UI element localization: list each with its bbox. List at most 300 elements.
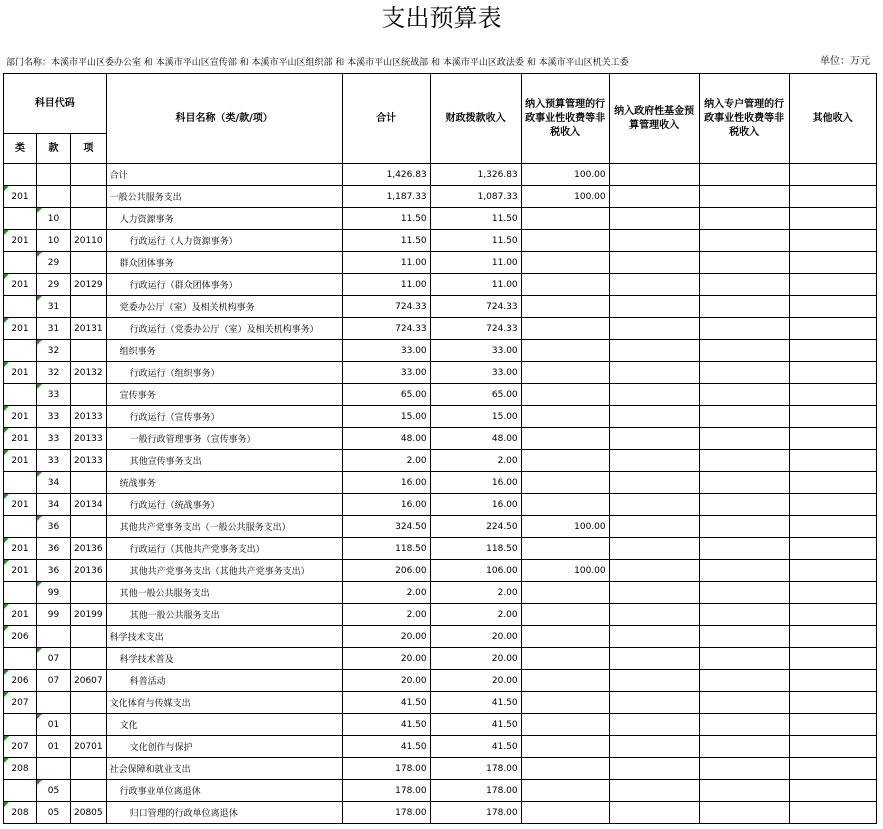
cell-budget-mgmt — [521, 296, 609, 318]
cell-special — [699, 670, 789, 692]
cell-total: 2.00 — [342, 582, 430, 604]
cell-gov-fund — [609, 692, 699, 714]
cell-other — [789, 450, 876, 472]
cell-gov-fund — [609, 406, 699, 428]
table-row — [4, 538, 877, 560]
cell-other — [789, 164, 876, 186]
cell-name: 群众团体事务 — [106, 252, 342, 274]
cell-fiscal: 33.00 — [430, 362, 521, 384]
cell-xiang — [71, 758, 107, 780]
cell-name: 宣传事务 — [106, 384, 342, 406]
cell-xiang: 20110 — [71, 230, 107, 252]
cell-budget-mgmt — [521, 714, 609, 736]
cell-fiscal: 2.00 — [430, 450, 521, 472]
cell-xiang — [71, 692, 107, 714]
department-line: 部门名称：本溪市平山区委办公室 和 本溪市平山区宣传部 和 本溪市平山区组织部 和 本溪市平山区统战部 和 本溪市平山区政法委 和 本溪市平山区机关工委 — [6, 58, 629, 68]
cell-name: 组织事务 — [106, 340, 342, 362]
table-row — [4, 802, 877, 824]
cell-gov-fund — [609, 670, 699, 692]
cell-total: 324.50 — [342, 516, 430, 538]
table-row — [4, 604, 877, 626]
table-row — [4, 186, 877, 208]
cell-budget-mgmt — [521, 252, 609, 274]
cell-lei: 201 — [4, 406, 37, 428]
cell-xiang — [71, 340, 107, 362]
table-row — [4, 736, 877, 758]
cell-total: 41.50 — [342, 692, 430, 714]
cell-total: 20.00 — [342, 670, 430, 692]
cell-xiang — [71, 582, 107, 604]
cell-gov-fund — [609, 472, 699, 494]
cell-other — [789, 582, 876, 604]
cell-xiang: 20131 — [71, 318, 107, 340]
cell-special — [699, 560, 789, 582]
cell-kuan: 34 — [37, 494, 71, 516]
cell-total: 178.00 — [342, 780, 430, 802]
cell-lei: 201 — [4, 318, 37, 340]
cell-gov-fund — [609, 318, 699, 340]
cell-special — [699, 274, 789, 296]
cell-name: 其他一般公共服务支出 — [106, 582, 342, 604]
cell-budget-mgmt — [521, 494, 609, 516]
cell-fiscal: 20.00 — [430, 648, 521, 670]
cell-fiscal: 33.00 — [430, 340, 521, 362]
cell-xiang: 20132 — [71, 362, 107, 384]
cell-name: 行政运行（统战事务） — [106, 494, 342, 516]
cell-budget-mgmt — [521, 670, 609, 692]
cell-total: 20.00 — [342, 626, 430, 648]
cell-name: 文化创作与保护 — [106, 736, 342, 758]
cell-other — [789, 802, 876, 824]
cell-gov-fund — [609, 494, 699, 516]
cell-total: 41.50 — [342, 736, 430, 758]
table-row — [4, 230, 877, 252]
cell-name: 党委办公厅（室）及相关机构事务 — [106, 296, 342, 318]
cell-lei: 201 — [4, 604, 37, 626]
cell-name: 科普活动 — [106, 670, 342, 692]
header-gov-fund: 纳入政府性基金预算管理收入 — [609, 74, 699, 164]
cell-xiang: 20133 — [71, 406, 107, 428]
cell-fiscal: 20.00 — [430, 670, 521, 692]
cell-other — [789, 692, 876, 714]
header-kuan: 款 — [37, 134, 71, 164]
table-row — [4, 780, 877, 802]
cell-lei: 201 — [4, 186, 37, 208]
cell-budget-mgmt: 100.00 — [521, 560, 609, 582]
cell-lei: 201 — [4, 274, 37, 296]
cell-budget-mgmt: 100.00 — [521, 516, 609, 538]
cell-lei — [4, 516, 37, 538]
cell-special — [699, 384, 789, 406]
cell-name: 行政运行（群众团体事务） — [106, 274, 342, 296]
cell-lei — [4, 252, 37, 274]
table-row — [4, 582, 877, 604]
table-row — [4, 362, 877, 384]
cell-name: 其他共产党事务支出（其他共产党事务支出） — [106, 560, 342, 582]
cell-kuan: 36 — [37, 560, 71, 582]
cell-other — [789, 626, 876, 648]
cell-fiscal: 2.00 — [430, 582, 521, 604]
cell-other — [789, 362, 876, 384]
cell-special — [699, 626, 789, 648]
cell-gov-fund — [609, 274, 699, 296]
cell-fiscal: 106.00 — [430, 560, 521, 582]
cell-budget-mgmt — [521, 758, 609, 780]
cell-special — [699, 802, 789, 824]
cell-special — [699, 780, 789, 802]
cell-kuan: 01 — [37, 736, 71, 758]
cell-other — [789, 670, 876, 692]
cell-xiang — [71, 208, 107, 230]
cell-name: 统战事务 — [106, 472, 342, 494]
cell-xiang — [71, 648, 107, 670]
table-row — [4, 406, 877, 428]
cell-name: 人力资源事务 — [106, 208, 342, 230]
cell-kuan — [37, 164, 71, 186]
table-row — [4, 626, 877, 648]
cell-lei: 206 — [4, 626, 37, 648]
cell-kuan — [37, 626, 71, 648]
cell-other — [789, 780, 876, 802]
header-other: 其他收入 — [789, 74, 876, 164]
table-row — [4, 164, 877, 186]
cell-xiang — [71, 252, 107, 274]
cell-gov-fund — [609, 428, 699, 450]
cell-other — [789, 274, 876, 296]
cell-gov-fund — [609, 736, 699, 758]
cell-lei: 206 — [4, 670, 37, 692]
cell-fiscal: 11.00 — [430, 274, 521, 296]
table-row — [4, 318, 877, 340]
cell-budget-mgmt — [521, 230, 609, 252]
cell-budget-mgmt — [521, 582, 609, 604]
cell-xiang: 20133 — [71, 428, 107, 450]
cell-special — [699, 164, 789, 186]
table-row — [4, 560, 877, 582]
cell-other — [789, 318, 876, 340]
cell-lei — [4, 340, 37, 362]
cell-budget-mgmt — [521, 274, 609, 296]
cell-other — [789, 296, 876, 318]
cell-fiscal: 11.50 — [430, 230, 521, 252]
cell-special — [699, 648, 789, 670]
cell-lei — [4, 582, 37, 604]
header-special: 纳入专户管理的行政事业性收费等非税收入 — [699, 74, 789, 164]
cell-other — [789, 648, 876, 670]
cell-lei: 201 — [4, 230, 37, 252]
cell-gov-fund — [609, 802, 699, 824]
cell-kuan: 10 — [37, 208, 71, 230]
table-row — [4, 670, 877, 692]
cell-fiscal: 724.33 — [430, 296, 521, 318]
cell-total: 178.00 — [342, 758, 430, 780]
cell-special — [699, 516, 789, 538]
cell-budget-mgmt — [521, 626, 609, 648]
cell-fiscal: 41.50 — [430, 714, 521, 736]
cell-budget-mgmt — [521, 318, 609, 340]
cell-lei — [4, 208, 37, 230]
cell-name: 文化 — [106, 714, 342, 736]
cell-kuan: 31 — [37, 296, 71, 318]
cell-gov-fund — [609, 296, 699, 318]
cell-total: 1,426.83 — [342, 164, 430, 186]
cell-fiscal: 1,326.83 — [430, 164, 521, 186]
cell-total: 724.33 — [342, 296, 430, 318]
cell-gov-fund — [609, 560, 699, 582]
cell-budget-mgmt — [521, 450, 609, 472]
cell-budget-mgmt: 100.00 — [521, 186, 609, 208]
cell-budget-mgmt — [521, 472, 609, 494]
cell-kuan: 99 — [37, 582, 71, 604]
cell-special — [699, 252, 789, 274]
cell-other — [789, 538, 876, 560]
cell-fiscal: 11.00 — [430, 252, 521, 274]
cell-total: 16.00 — [342, 472, 430, 494]
cell-lei: 201 — [4, 494, 37, 516]
cell-fiscal: 11.50 — [430, 208, 521, 230]
cell-other — [789, 340, 876, 362]
cell-gov-fund — [609, 164, 699, 186]
cell-total: 15.00 — [342, 406, 430, 428]
cell-fiscal: 178.00 — [430, 758, 521, 780]
cell-total: 41.50 — [342, 714, 430, 736]
cell-budget-mgmt — [521, 208, 609, 230]
cell-gov-fund — [609, 582, 699, 604]
table-row — [4, 252, 877, 274]
cell-xiang — [71, 626, 107, 648]
cell-kuan — [37, 186, 71, 208]
cell-fiscal: 20.00 — [430, 626, 521, 648]
cell-total: 16.00 — [342, 494, 430, 516]
cell-lei — [4, 384, 37, 406]
cell-other — [789, 186, 876, 208]
cell-other — [789, 428, 876, 450]
table-row — [4, 472, 877, 494]
cell-lei — [4, 648, 37, 670]
table-row — [4, 714, 877, 736]
cell-special — [699, 714, 789, 736]
table-row — [4, 274, 877, 296]
cell-kuan: 07 — [37, 648, 71, 670]
header-fiscal: 财政拨款收入 — [430, 74, 521, 164]
table-row — [4, 296, 877, 318]
cell-other — [789, 384, 876, 406]
cell-total: 11.50 — [342, 208, 430, 230]
cell-budget-mgmt: 100.00 — [521, 164, 609, 186]
cell-budget-mgmt — [521, 692, 609, 714]
cell-special — [699, 692, 789, 714]
cell-name: 行政运行（宣传事务） — [106, 406, 342, 428]
cell-kuan: 10 — [37, 230, 71, 252]
cell-fiscal: 178.00 — [430, 780, 521, 802]
cell-fiscal: 724.33 — [430, 318, 521, 340]
cell-budget-mgmt — [521, 802, 609, 824]
cell-total: 33.00 — [342, 362, 430, 384]
cell-lei: 207 — [4, 692, 37, 714]
cell-budget-mgmt — [521, 538, 609, 560]
cell-other — [789, 472, 876, 494]
cell-gov-fund — [609, 516, 699, 538]
cell-name: 行政运行（组织事务） — [106, 362, 342, 384]
cell-special — [699, 340, 789, 362]
cell-gov-fund — [609, 186, 699, 208]
cell-name: 合计 — [106, 164, 342, 186]
cell-xiang — [71, 186, 107, 208]
cell-total: 206.00 — [342, 560, 430, 582]
cell-xiang: 20129 — [71, 274, 107, 296]
cell-kuan: 05 — [37, 802, 71, 824]
table-row — [4, 648, 877, 670]
cell-fiscal: 16.00 — [430, 472, 521, 494]
header-name: 科目名称（类/款/项） — [106, 74, 342, 164]
cell-gov-fund — [609, 252, 699, 274]
cell-name: 科学技术普及 — [106, 648, 342, 670]
header-total: 合计 — [342, 74, 430, 164]
cell-xiang: 20136 — [71, 538, 107, 560]
cell-xiang: 20607 — [71, 670, 107, 692]
cell-total: 11.00 — [342, 252, 430, 274]
table-row — [4, 450, 877, 472]
cell-kuan: 01 — [37, 714, 71, 736]
cell-other — [789, 560, 876, 582]
cell-xiang: 20134 — [71, 494, 107, 516]
cell-other — [789, 494, 876, 516]
cell-fiscal: 178.00 — [430, 802, 521, 824]
cell-kuan: 05 — [37, 780, 71, 802]
cell-kuan: 07 — [37, 670, 71, 692]
cell-total: 178.00 — [342, 802, 430, 824]
cell-fiscal: 224.50 — [430, 516, 521, 538]
cell-gov-fund — [609, 362, 699, 384]
header-budget-mgmt: 纳入预算管理的行政事业性收费等非税收入 — [521, 74, 609, 164]
cell-lei: 201 — [4, 362, 37, 384]
header-code-group: 科目代码 — [4, 74, 107, 134]
cell-xiang — [71, 516, 107, 538]
cell-name: 其他一般公共服务支出 — [106, 604, 342, 626]
table-row — [4, 340, 877, 362]
cell-xiang: 20701 — [71, 736, 107, 758]
cell-kuan: 33 — [37, 406, 71, 428]
cell-kuan: 32 — [37, 340, 71, 362]
cell-total: 2.00 — [342, 450, 430, 472]
cell-fiscal: 41.50 — [430, 692, 521, 714]
cell-budget-mgmt — [521, 340, 609, 362]
cell-special — [699, 582, 789, 604]
table-row — [4, 208, 877, 230]
cell-xiang — [71, 472, 107, 494]
cell-total: 118.50 — [342, 538, 430, 560]
cell-fiscal: 118.50 — [430, 538, 521, 560]
cell-kuan: 99 — [37, 604, 71, 626]
cell-lei — [4, 472, 37, 494]
cell-special — [699, 472, 789, 494]
cell-total: 65.00 — [342, 384, 430, 406]
cell-gov-fund — [609, 626, 699, 648]
cell-other — [789, 604, 876, 626]
cell-budget-mgmt — [521, 648, 609, 670]
cell-lei — [4, 780, 37, 802]
cell-kuan: 29 — [37, 252, 71, 274]
cell-special — [699, 538, 789, 560]
cell-total: 20.00 — [342, 648, 430, 670]
cell-name: 行政运行（人力资源事务） — [106, 230, 342, 252]
cell-xiang: 20133 — [71, 450, 107, 472]
cell-other — [789, 252, 876, 274]
cell-lei: 201 — [4, 538, 37, 560]
cell-budget-mgmt — [521, 428, 609, 450]
cell-special — [699, 186, 789, 208]
cell-other — [789, 208, 876, 230]
cell-gov-fund — [609, 758, 699, 780]
table-row — [4, 516, 877, 538]
cell-xiang: 20805 — [71, 802, 107, 824]
budget-table — [3, 73, 877, 824]
cell-total: 11.00 — [342, 274, 430, 296]
cell-fiscal: 16.00 — [430, 494, 521, 516]
cell-special — [699, 494, 789, 516]
cell-lei: 201 — [4, 450, 37, 472]
cell-gov-fund — [609, 208, 699, 230]
cell-kuan: 29 — [37, 274, 71, 296]
header-xiang: 项 — [71, 134, 107, 164]
cell-lei — [4, 714, 37, 736]
cell-name: 其他宣传事务支出 — [106, 450, 342, 472]
cell-name: 一般公共服务支出 — [106, 186, 342, 208]
cell-name: 行政运行（其他共产党事务支出） — [106, 538, 342, 560]
cell-other — [789, 758, 876, 780]
cell-kuan — [37, 692, 71, 714]
cell-lei: 201 — [4, 428, 37, 450]
cell-total: 33.00 — [342, 340, 430, 362]
cell-kuan: 33 — [37, 384, 71, 406]
cell-other — [789, 406, 876, 428]
cell-kuan: 33 — [37, 428, 71, 450]
cell-name: 行政运行（党委办公厅（室）及相关机构事务） — [106, 318, 342, 340]
cell-lei — [4, 164, 37, 186]
cell-special — [699, 604, 789, 626]
cell-gov-fund — [609, 538, 699, 560]
cell-other — [789, 516, 876, 538]
cell-budget-mgmt — [521, 736, 609, 758]
cell-special — [699, 428, 789, 450]
cell-special — [699, 758, 789, 780]
cell-total: 48.00 — [342, 428, 430, 450]
cell-other — [789, 736, 876, 758]
cell-xiang: 20199 — [71, 604, 107, 626]
cell-kuan: 33 — [37, 450, 71, 472]
cell-total: 11.50 — [342, 230, 430, 252]
cell-name: 行政事业单位离退休 — [106, 780, 342, 802]
cell-gov-fund — [609, 714, 699, 736]
cell-special — [699, 406, 789, 428]
cell-lei: 208 — [4, 802, 37, 824]
cell-special — [699, 362, 789, 384]
cell-special — [699, 208, 789, 230]
cell-gov-fund — [609, 384, 699, 406]
cell-budget-mgmt — [521, 604, 609, 626]
header-lei: 类 — [4, 134, 37, 164]
cell-total: 2.00 — [342, 604, 430, 626]
table-row — [4, 758, 877, 780]
cell-budget-mgmt — [521, 362, 609, 384]
cell-kuan: 32 — [37, 362, 71, 384]
cell-budget-mgmt — [521, 384, 609, 406]
cell-name: 归口管理的行政单位离退休 — [106, 802, 342, 824]
cell-other — [789, 230, 876, 252]
cell-xiang — [71, 164, 107, 186]
cell-lei — [4, 296, 37, 318]
cell-lei: 207 — [4, 736, 37, 758]
